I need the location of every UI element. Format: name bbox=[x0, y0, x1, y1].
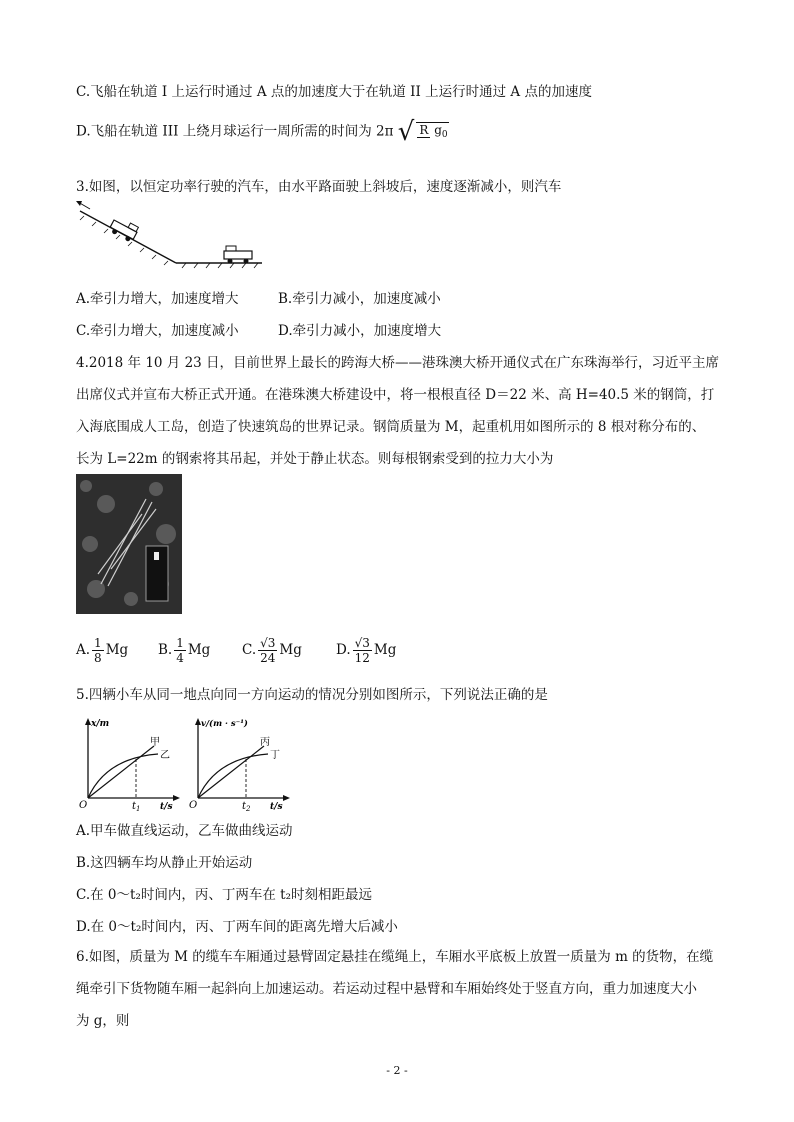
q4-crane-photo bbox=[76, 474, 182, 614]
q2-option-d-fraction: R $g_0$ bbox=[416, 122, 448, 142]
q5-stem: 5.四辆小车从同一地点向同一方向运动的情况分别如图所示，下列说法正确的是 bbox=[76, 687, 548, 703]
q4-option-c: C. $\frac{√3}{24}$ Mg bbox=[242, 636, 302, 665]
q5-graph2-curve-b: 丁 bbox=[270, 750, 280, 761]
q3-stem: 3.如图，以恒定功率行驶的汽车，由水平路面驶上斜坡后，速度逐渐减小，则汽车 bbox=[76, 179, 562, 195]
q5-graph1-curve-b: 乙 bbox=[160, 750, 170, 761]
q5-graph1-origin: O bbox=[79, 800, 88, 811]
q5-graph-x-t bbox=[76, 716, 186, 811]
q4-option-d: D. $\frac{√3}{12}$ Mg bbox=[336, 636, 397, 665]
q4-stem-line-4: 长为 L=22m 的钢索将其吊起，并处于静止状态。则每根钢索受到的拉力大小为 bbox=[76, 451, 554, 467]
q4-stem-line-2: 出席仪式并宣布大桥正式开通。在港珠澳大桥建设中，将一根根直径 D＝22 米、高 H=40.5 米的钢筒，打 bbox=[76, 387, 715, 403]
q4-stem-line-1: 4.2018 年 10 月 23 日，目前世界上最长的跨海大桥——港珠澳大桥开通仪式在广东珠海举行，习近平主席 bbox=[76, 355, 720, 371]
q3-option-a: A.牵引力增大，加速度增大 bbox=[76, 291, 239, 307]
q5-option-a: A.甲车做直线运动，乙车做曲线运动 bbox=[76, 823, 293, 839]
q5-graph1-t-mark: $t_1$ bbox=[132, 801, 141, 813]
q5-graph2-ylabel: v/(m · s⁻¹) bbox=[201, 719, 248, 729]
q4-option-a: A. $\frac{1}{8}$ Mg bbox=[76, 636, 129, 665]
q2-option-c: C.飞船在轨道 I 上运行时通过 A 点的加速度大于在轨道 II 上运行时通过 A 点的加速度 bbox=[76, 84, 592, 100]
q3-option-d: D.牵引力减小，加速度增大 bbox=[278, 323, 442, 339]
q3-figure-slope-car bbox=[76, 205, 266, 270]
q5-graph1-curve-a: 甲 bbox=[150, 737, 160, 748]
q3-option-c: C.牵引力增大，加速度减小 bbox=[76, 323, 239, 339]
q5-graph2-t-mark: $t_2$ bbox=[242, 801, 251, 813]
q4-stem-line-3: 入海底围成人工岛，创造了快速筑岛的世界记录。钢筒质量为 M，起重机用如图所示的 8 根对称分布的、 bbox=[76, 419, 706, 435]
q2-option-d bbox=[76, 117, 451, 147]
q6-stem-line-3: 为 g，则 bbox=[76, 1013, 130, 1029]
q2-option-d-text: D.飞船在轨道 III 上绕月球运行一周所需的时间为 2π bbox=[76, 123, 394, 140]
q6-stem-line-2: 绳牵引下货物随车厢一起斜向上加速运动。若运动过程中悬臂和车厢始终处于竖直方向，重力加速度大小 bbox=[76, 981, 697, 997]
q3-option-b: B.牵引力减小，加速度减小 bbox=[278, 291, 441, 307]
q5-graph1-ylabel: x/m bbox=[91, 719, 110, 729]
q5-option-d: D.在 0～t₂时间内，丙、丁两车间的距离先增大后减小 bbox=[76, 919, 398, 935]
q5-graph-v-t bbox=[186, 716, 296, 811]
q5-graph2-origin: O bbox=[189, 800, 198, 811]
q5-graph2-curve-a: 丙 bbox=[260, 737, 270, 748]
q5-graph2-xlabel: t/s bbox=[270, 802, 283, 812]
q5-option-b: B.这四辆车均从静止开始运动 bbox=[76, 855, 253, 871]
q6-stem-line-1: 6.如图，质量为 M 的缆车车厢通过悬臂固定悬挂在缆绳上，车厢水平底板上放置一质量为 m 的货物，在缆 bbox=[76, 949, 714, 965]
q5-graph1-xlabel: t/s bbox=[160, 802, 173, 812]
q4-option-b: B. $\frac{1}{4}$ Mg bbox=[158, 636, 211, 665]
page-number: - 2 - bbox=[386, 1064, 408, 1077]
sqrt-symbol: √ bbox=[397, 117, 415, 147]
q5-option-c: C.在 0～t₂时间内，丙、丁两车在 t₂时刻相距最远 bbox=[76, 887, 372, 903]
